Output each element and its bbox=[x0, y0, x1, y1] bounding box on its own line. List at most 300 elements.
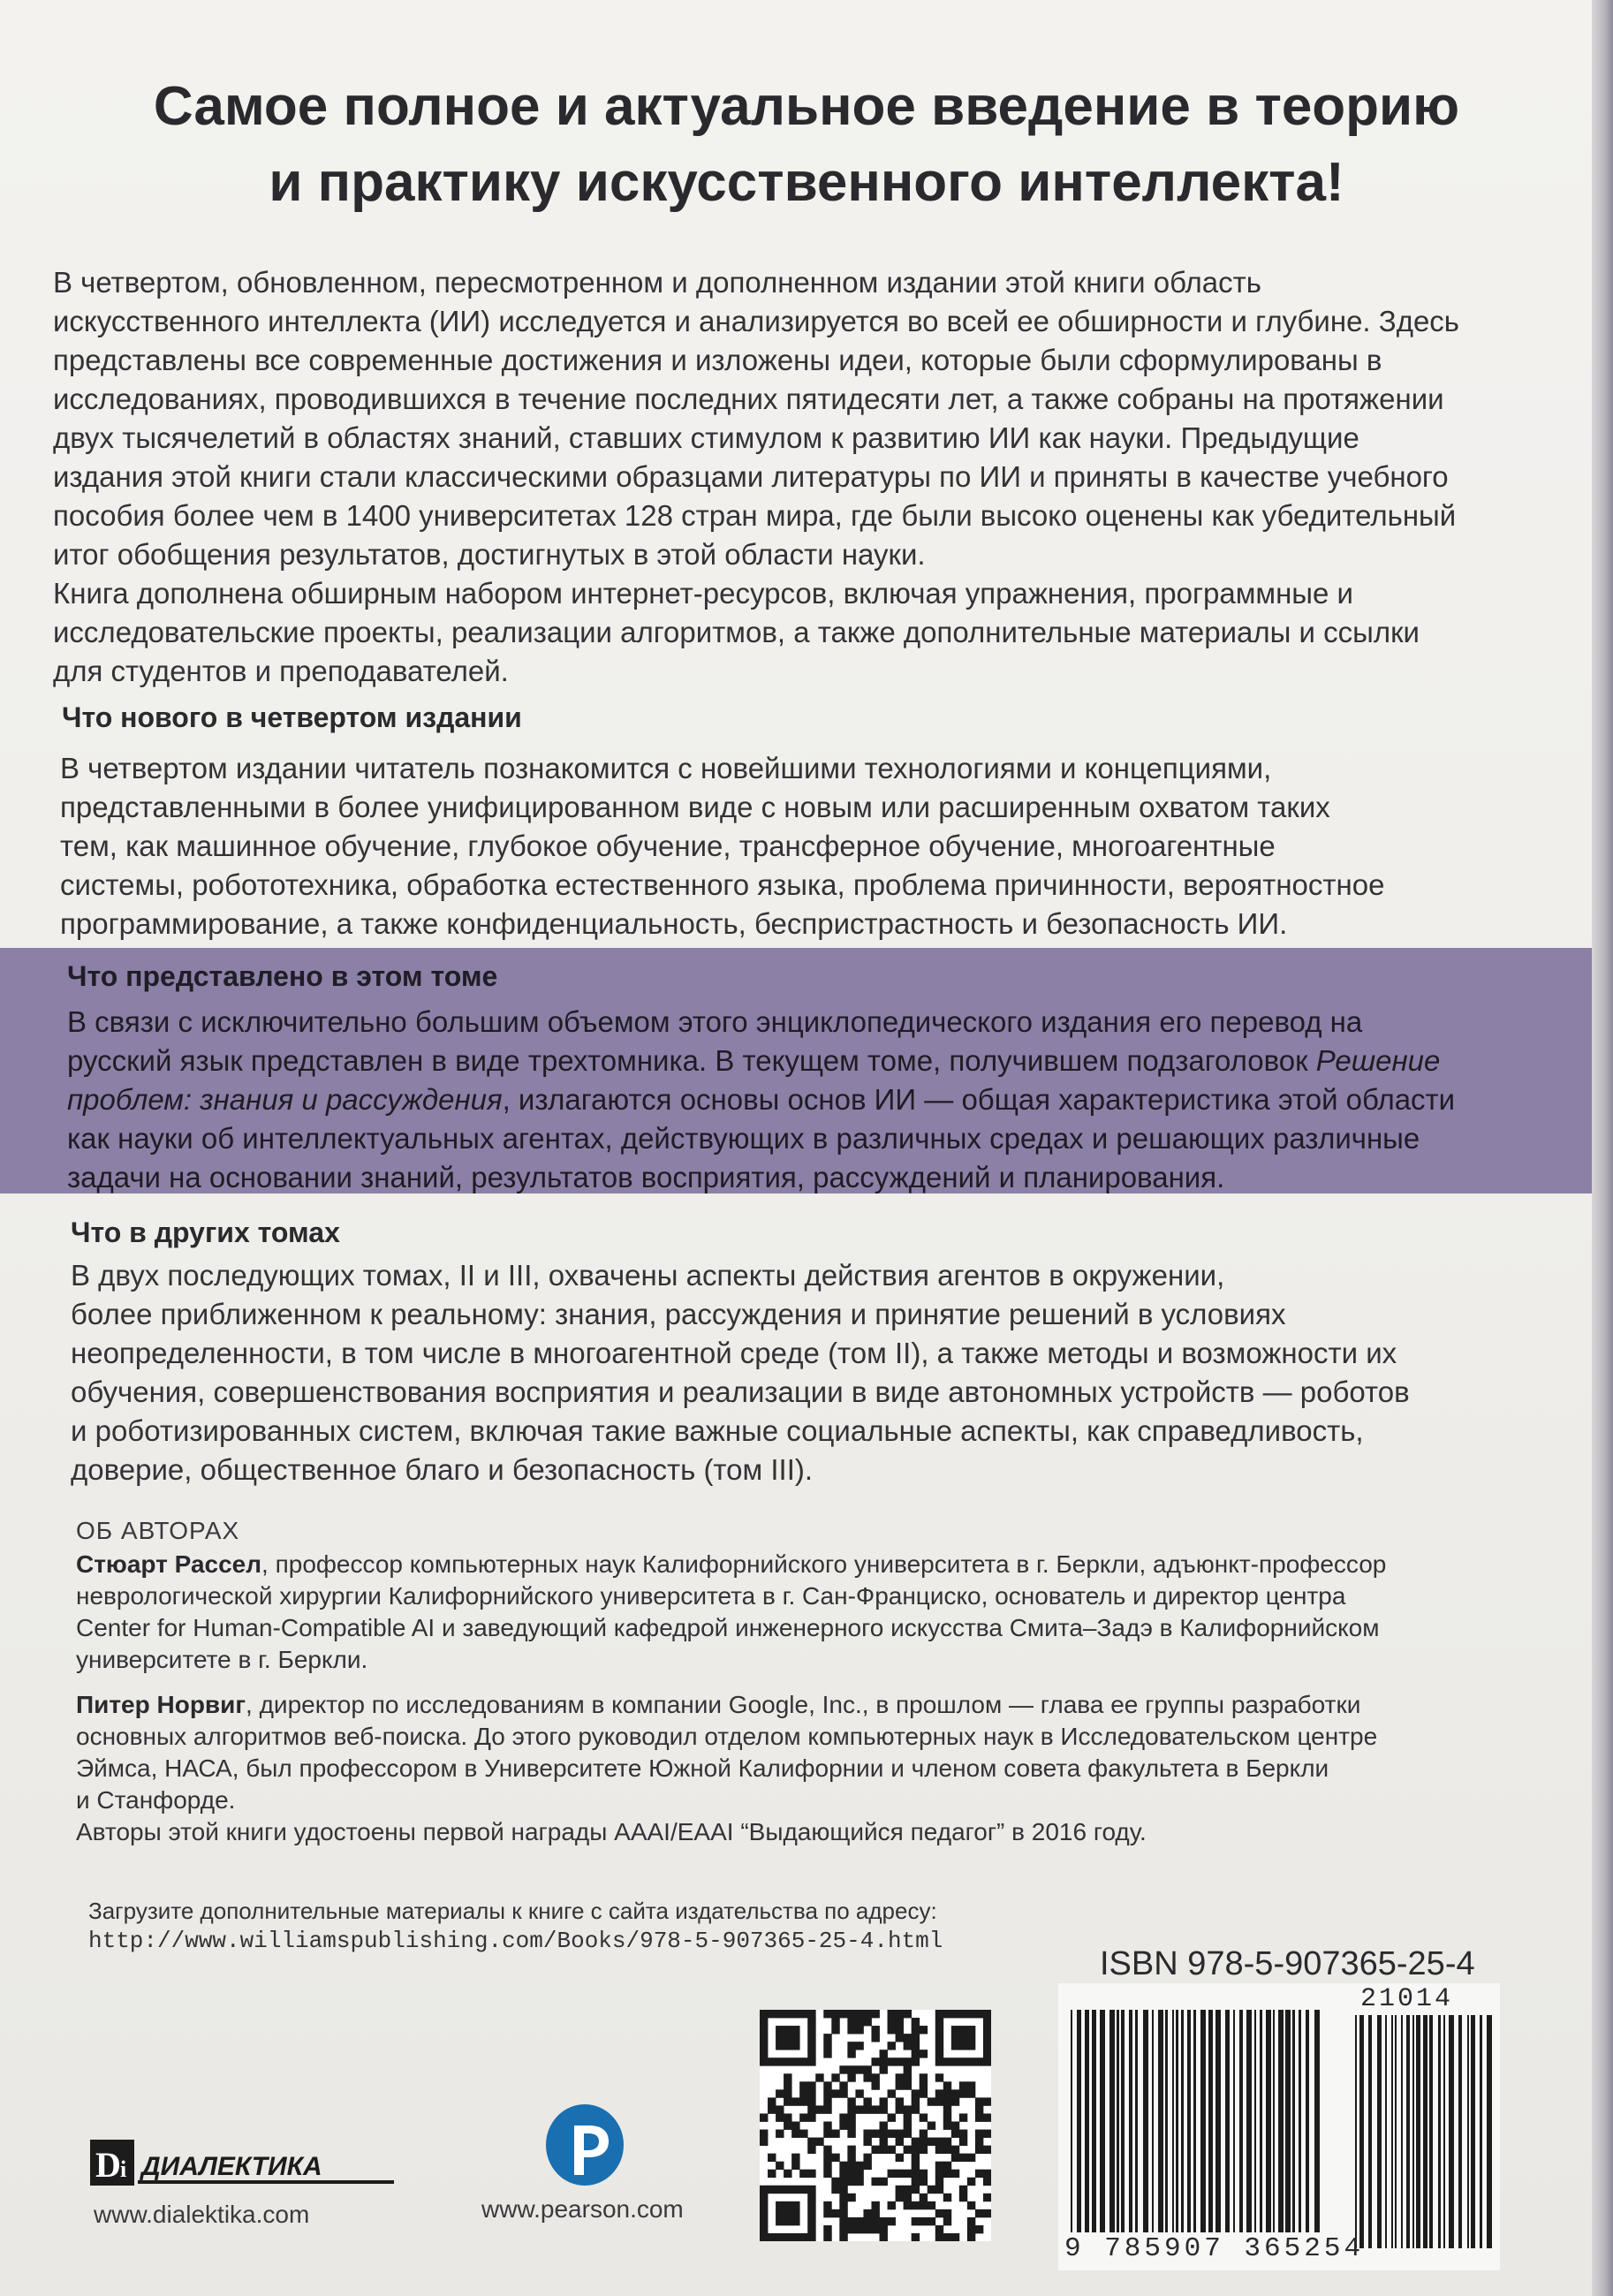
author-name: Питер Норвиг bbox=[76, 1691, 246, 1718]
qr-module bbox=[807, 2026, 815, 2034]
qr-module bbox=[871, 2105, 879, 2113]
qr-module bbox=[943, 2233, 951, 2241]
qr-module bbox=[831, 2089, 839, 2097]
qr-module bbox=[847, 2010, 855, 2018]
this-volume-paragraph bbox=[67, 1003, 1569, 1197]
qr-module bbox=[880, 2065, 888, 2073]
qr-module bbox=[807, 2050, 815, 2057]
qr-module bbox=[888, 2146, 896, 2154]
qr-module bbox=[831, 2178, 839, 2186]
qr-module bbox=[896, 2073, 904, 2081]
qr-module bbox=[904, 2010, 912, 2018]
qr-module bbox=[896, 2081, 904, 2089]
pearson-site[interactable]: www.pearson.com bbox=[481, 2195, 684, 2223]
barcode-bar bbox=[1368, 2015, 1372, 2248]
qr-module bbox=[855, 2178, 863, 2186]
text-line: доверие, общественное благо и безопасность (том III). bbox=[71, 1453, 814, 1486]
qr-module bbox=[799, 2130, 807, 2138]
text-fragment: русский язык представлен в виде трехтомника. В текущем томе, получившем подзаголовок bbox=[67, 1044, 1316, 1077]
barcode-bar bbox=[1385, 2015, 1387, 2248]
qr-module bbox=[807, 2146, 815, 2154]
qr-module bbox=[839, 2121, 847, 2129]
qr-module bbox=[904, 2105, 912, 2113]
qr-module bbox=[839, 2162, 847, 2170]
qr-module bbox=[823, 2034, 831, 2042]
pearson-logo bbox=[545, 2103, 625, 2200]
qr-module bbox=[823, 2146, 831, 2154]
text-line: В двух последующих томах, II и III, охвачены аспекты действия агентов в окружении, bbox=[71, 1259, 1225, 1292]
qr-module bbox=[760, 2026, 768, 2034]
subtitle-italic: Решение bbox=[1315, 1044, 1441, 1077]
qr-module bbox=[847, 2162, 855, 2170]
qr-module bbox=[847, 2097, 855, 2105]
barcode-bar bbox=[1449, 2015, 1454, 2248]
qr-module bbox=[871, 2057, 879, 2065]
qr-module bbox=[943, 2010, 951, 2018]
barcode-bar bbox=[1458, 2015, 1462, 2248]
qr-module bbox=[951, 2042, 959, 2050]
qr-module bbox=[768, 2010, 776, 2018]
barcode-bar bbox=[1260, 2010, 1262, 2232]
qr-module bbox=[760, 2057, 768, 2065]
qr-module bbox=[888, 2089, 896, 2097]
qr-module bbox=[935, 2010, 943, 2018]
qr-module bbox=[920, 2089, 928, 2097]
qr-module bbox=[935, 2146, 943, 2154]
qr-module bbox=[880, 2178, 888, 2186]
qr-module bbox=[880, 2130, 888, 2138]
qr-module bbox=[784, 2217, 791, 2225]
qr-module bbox=[935, 2042, 943, 2050]
qr-module bbox=[855, 2018, 863, 2026]
text-line: программирование, а также конфиденциальность, беспристрастность и безопасность ИИ. bbox=[60, 907, 1288, 940]
qr-module bbox=[784, 2081, 791, 2089]
qr-module bbox=[760, 2194, 768, 2201]
qr-module bbox=[888, 2201, 896, 2209]
qr-module bbox=[888, 2057, 896, 2065]
qr-module bbox=[871, 2026, 879, 2034]
qr-module bbox=[807, 2233, 815, 2241]
qr-module bbox=[760, 2138, 768, 2146]
qr-module bbox=[807, 2138, 815, 2146]
qr-module bbox=[951, 2010, 959, 2018]
qr-module bbox=[896, 2010, 904, 2018]
qr-module bbox=[823, 2162, 831, 2170]
qr-module bbox=[935, 2178, 943, 2186]
qr-module bbox=[791, 2217, 799, 2225]
qr-module bbox=[935, 2225, 943, 2233]
barcode-bar bbox=[1266, 2010, 1271, 2232]
barcode-bar bbox=[1429, 2015, 1433, 2248]
text-line: и роботизированных систем, включая такие важные социальные аспекты, как справедливость, bbox=[71, 1414, 1364, 1447]
qr-module bbox=[871, 2073, 879, 2081]
qr-module bbox=[912, 2018, 920, 2026]
text-fragment: , профессор компьютерных наук Калифорнийского университета в г. Беркли, адъюнкт-профессор bbox=[261, 1550, 1387, 1578]
qr-module bbox=[912, 2233, 920, 2241]
qr-module bbox=[871, 2081, 879, 2089]
barcode-bar bbox=[1359, 2015, 1364, 2248]
qr-module bbox=[799, 2097, 807, 2105]
qr-module bbox=[847, 2217, 855, 2225]
qr-module bbox=[831, 2018, 839, 2026]
qr-module bbox=[815, 2073, 823, 2081]
text-line: В связи с исключительно большим объемом этого энциклопедического издания его перевод на bbox=[67, 1005, 1363, 1038]
barcode-bar bbox=[1176, 2010, 1178, 2232]
qr-module bbox=[807, 2225, 815, 2233]
barcode-bar bbox=[1158, 2010, 1163, 2232]
qr-module bbox=[855, 2065, 863, 2073]
qr-module bbox=[807, 2113, 815, 2121]
qr-module bbox=[951, 2097, 959, 2105]
qr-module bbox=[871, 2178, 879, 2186]
qr-module bbox=[888, 2130, 896, 2138]
qr-module bbox=[959, 2186, 967, 2194]
barcode-bar bbox=[1401, 2015, 1403, 2248]
qr-module bbox=[791, 2057, 799, 2065]
qr-module bbox=[871, 2225, 879, 2233]
qr-module bbox=[920, 2026, 928, 2034]
barcode-bar bbox=[1416, 2015, 1420, 2248]
qr-module bbox=[880, 2121, 888, 2129]
qr-module bbox=[815, 2138, 823, 2146]
qr-module bbox=[943, 2194, 951, 2201]
qr-module bbox=[863, 2073, 871, 2081]
qr-module bbox=[823, 2042, 831, 2050]
qr-module bbox=[863, 2225, 871, 2233]
qr-module bbox=[831, 2130, 839, 2138]
qr-module bbox=[935, 2097, 943, 2105]
qr-module bbox=[760, 2113, 768, 2121]
qr-module bbox=[863, 2097, 871, 2105]
qr-module bbox=[768, 2154, 776, 2162]
barcode-area bbox=[1058, 1983, 1500, 2270]
qr-module bbox=[888, 2042, 896, 2050]
qr-module bbox=[855, 2089, 863, 2097]
qr-module bbox=[975, 2057, 983, 2065]
qr-module bbox=[928, 2217, 935, 2225]
qr-module bbox=[928, 2138, 935, 2146]
barcode-bar bbox=[1233, 2010, 1235, 2232]
qr-module bbox=[880, 2050, 888, 2057]
barcode-bar bbox=[1100, 2010, 1105, 2232]
qr-module bbox=[896, 2194, 904, 2201]
qr-module bbox=[920, 2178, 928, 2186]
qr-module bbox=[776, 2089, 784, 2097]
qr-module bbox=[847, 2225, 855, 2233]
qr-module bbox=[760, 2225, 768, 2233]
qr-module bbox=[896, 2170, 904, 2178]
qr-module bbox=[920, 2138, 928, 2146]
qr-module bbox=[943, 2057, 951, 2065]
qr-module bbox=[983, 2042, 991, 2050]
qr-module bbox=[823, 2050, 831, 2057]
barcode-bar bbox=[1278, 2010, 1284, 2232]
qr-module bbox=[912, 2026, 920, 2034]
qr-module bbox=[791, 2121, 799, 2129]
text-line: Center for Human-Compatible AI и заведующий кафедрой инженерного искусства Смита–Задэ в Калифорнийском bbox=[76, 1614, 1380, 1641]
qr-module bbox=[880, 2233, 888, 2241]
barcode-bar bbox=[1208, 2010, 1213, 2232]
qr-module bbox=[776, 2186, 784, 2194]
qr-module bbox=[959, 2138, 967, 2146]
qr-module bbox=[975, 2130, 983, 2138]
qr-module bbox=[776, 2010, 784, 2018]
qr-module bbox=[768, 2233, 776, 2241]
qr-module bbox=[791, 2201, 799, 2209]
qr-module bbox=[967, 2201, 975, 2209]
text-line: задачи на основании знаний, результатов восприятия, рассуждений и планирования. bbox=[67, 1161, 1225, 1193]
text-line: Книга дополнена обширным набором интернет-ресурсов, включая упражнения, программные и bbox=[53, 577, 1353, 610]
qr-module bbox=[776, 2042, 784, 2050]
text-line: искусственного интеллекта (ИИ) исследуется и анализируется во всей ее обширности и глубине. Здесь bbox=[53, 305, 1459, 337]
qr-module bbox=[983, 2170, 991, 2178]
qr-module bbox=[807, 2186, 815, 2194]
qr-module bbox=[975, 2010, 983, 2018]
qr-module bbox=[839, 2194, 847, 2201]
qr-module bbox=[807, 2018, 815, 2026]
barcode-bar bbox=[1377, 2015, 1382, 2248]
qr-module bbox=[863, 2065, 871, 2073]
qr-module bbox=[871, 2146, 879, 2154]
qr-module bbox=[983, 2034, 991, 2042]
qr-module bbox=[799, 2010, 807, 2018]
download-url[interactable]: http://www.williamspublishing.com/Books/978-5-907365-25-4.html bbox=[88, 1928, 943, 1954]
qr-module bbox=[799, 2113, 807, 2121]
qr-module bbox=[912, 2105, 920, 2113]
qr-module bbox=[776, 2105, 784, 2113]
qr-module bbox=[920, 2050, 928, 2057]
other-volumes-paragraph bbox=[71, 1256, 1590, 1489]
qr-module bbox=[855, 2010, 863, 2018]
qr-module bbox=[807, 2081, 815, 2089]
barcode-bar bbox=[1193, 2010, 1196, 2232]
qr-module bbox=[880, 2138, 888, 2146]
barcode-bar bbox=[1225, 2010, 1230, 2232]
qr-module bbox=[975, 2113, 983, 2121]
qr-module bbox=[791, 2010, 799, 2018]
barcode-bar bbox=[1077, 2010, 1081, 2232]
barcode-bar bbox=[1215, 2010, 1221, 2232]
qr-module bbox=[928, 2186, 935, 2194]
qr-code[interactable] bbox=[760, 2010, 991, 2241]
text-line: двух тысячелетий в областях знаний, ставших стимулом к развитию ИИ как науки. Предыдущие bbox=[53, 421, 1359, 454]
qr-module bbox=[983, 2097, 991, 2105]
qr-module bbox=[943, 2138, 951, 2146]
barcode-bar bbox=[1306, 2010, 1309, 2232]
qr-module bbox=[975, 2170, 983, 2178]
qr-module bbox=[847, 2130, 855, 2138]
qr-module bbox=[871, 2010, 879, 2018]
qr-module bbox=[799, 2233, 807, 2241]
text-line: итог обобщения результатов, достигнутых в этой области науки. bbox=[53, 538, 926, 571]
qr-module bbox=[807, 2217, 815, 2225]
qr-module bbox=[951, 2233, 959, 2241]
qr-module bbox=[943, 2217, 951, 2225]
qr-module bbox=[791, 2130, 799, 2138]
qr-module bbox=[807, 2057, 815, 2065]
qr-module bbox=[855, 2042, 863, 2050]
qr-module bbox=[983, 2146, 991, 2154]
qr-module bbox=[896, 2026, 904, 2034]
qr-module bbox=[839, 2209, 847, 2217]
text-line: представлены все современные достижения и изложены идеи, которые были сформулированы в bbox=[53, 344, 1382, 376]
qr-module bbox=[912, 2146, 920, 2154]
qr-module bbox=[888, 2170, 896, 2178]
qr-module bbox=[904, 2130, 912, 2138]
qr-module bbox=[863, 2105, 871, 2113]
qr-module bbox=[807, 2010, 815, 2018]
qr-module bbox=[863, 2138, 871, 2146]
barcode-ean-number: 9 785907 365254 bbox=[1064, 2233, 1365, 2264]
qr-module bbox=[839, 2233, 847, 2241]
qr-module bbox=[912, 2178, 920, 2186]
barcode-bar bbox=[1467, 2015, 1469, 2248]
qr-module bbox=[904, 2186, 912, 2194]
qr-module bbox=[847, 2042, 855, 2050]
qr-module bbox=[896, 2154, 904, 2162]
dialektika-site[interactable]: www.dialektika.com bbox=[94, 2201, 310, 2228]
qr-module bbox=[776, 2057, 784, 2065]
qr-module bbox=[847, 2018, 855, 2026]
qr-module bbox=[983, 2018, 991, 2026]
barcode-bar bbox=[1438, 2015, 1441, 2248]
text-line: более приближенном к реальному: знания, рассуждения и принятие решений в условиях bbox=[71, 1298, 1286, 1330]
qr-module bbox=[847, 2105, 855, 2113]
qr-module bbox=[784, 2121, 791, 2129]
qr-module bbox=[943, 2113, 951, 2121]
barcode-bar bbox=[1285, 2010, 1291, 2232]
qr-module bbox=[959, 2042, 967, 2050]
text-line: неопределенности, в том числе в многоагентной среде (том II), а также методы и возможности их bbox=[71, 1337, 1397, 1369]
svg-text:D: D bbox=[95, 2145, 121, 2185]
qr-module bbox=[768, 2170, 776, 2178]
qr-module bbox=[760, 2233, 768, 2241]
authors-label: ОБ АВТОРАХ bbox=[76, 1517, 240, 1544]
qr-module bbox=[983, 2209, 991, 2217]
qr-module bbox=[959, 2130, 967, 2138]
qr-module bbox=[839, 2217, 847, 2225]
qr-module bbox=[760, 2018, 768, 2026]
qr-module bbox=[847, 2121, 855, 2129]
section-heading-new-edition: Что нового в четвертом издании bbox=[62, 701, 522, 733]
qr-module bbox=[839, 2081, 847, 2089]
qr-module bbox=[888, 2217, 896, 2225]
qr-module bbox=[776, 2130, 784, 2138]
qr-module bbox=[784, 2073, 791, 2081]
qr-module bbox=[880, 2217, 888, 2225]
text-line: системы, робототехника, обработка естественного языка, проблема причинности, вероятностное bbox=[60, 868, 1385, 901]
barcode-bar bbox=[1443, 2015, 1445, 2248]
qr-module bbox=[784, 2034, 791, 2042]
qr-module bbox=[760, 2201, 768, 2209]
qr-module bbox=[920, 2217, 928, 2225]
qr-module bbox=[791, 2186, 799, 2194]
new-edition-paragraph bbox=[60, 749, 1579, 943]
qr-module bbox=[776, 2217, 784, 2225]
qr-module bbox=[951, 2089, 959, 2097]
qr-module bbox=[847, 2194, 855, 2201]
qr-module bbox=[943, 2121, 951, 2129]
qr-module bbox=[823, 2209, 831, 2217]
qr-module bbox=[920, 2130, 928, 2138]
qr-module bbox=[799, 2089, 807, 2097]
qr-module bbox=[784, 2209, 791, 2217]
qr-module bbox=[839, 2225, 847, 2233]
text-line: основных алгоритмов веб-поиска. До этого руководил отделом компьютерных наук в Исследовательском центре bbox=[76, 1723, 1378, 1750]
text-line: тем, как машинное обучение, глубокое обучение, трансферное обучение, многоагентные bbox=[60, 830, 1276, 862]
qr-module bbox=[896, 2034, 904, 2042]
qr-module bbox=[967, 2010, 975, 2018]
qr-module bbox=[863, 2010, 871, 2018]
qr-module bbox=[807, 2097, 815, 2105]
award-line: Авторы этой книги удостоены первой награды AAAI/EAAI “Выдающийся педагог” в 2016 году. bbox=[76, 1818, 1147, 1845]
qr-module bbox=[888, 2010, 896, 2018]
qr-module bbox=[967, 2042, 975, 2050]
qr-module bbox=[951, 2146, 959, 2154]
text-line: В четвертом издании читатель познакомится с новейшими технологиями и концепциями, bbox=[60, 752, 1272, 784]
qr-module bbox=[823, 2170, 831, 2178]
qr-module bbox=[776, 2209, 784, 2217]
qr-module bbox=[943, 2105, 951, 2113]
qr-module bbox=[896, 2097, 904, 2105]
qr-module bbox=[904, 2113, 912, 2121]
qr-module bbox=[935, 2170, 943, 2178]
qr-module bbox=[959, 2081, 967, 2089]
qr-module bbox=[784, 2042, 791, 2050]
qr-module bbox=[904, 2081, 912, 2089]
qr-module bbox=[776, 2034, 784, 2042]
qr-module bbox=[863, 2018, 871, 2026]
qr-module bbox=[871, 2217, 879, 2225]
qr-module bbox=[920, 2194, 928, 2201]
qr-module bbox=[983, 2178, 991, 2186]
qr-module bbox=[855, 2225, 863, 2233]
qr-module bbox=[823, 2105, 831, 2113]
barcode-bar bbox=[1085, 2010, 1089, 2232]
qr-module bbox=[935, 2209, 943, 2217]
this-volume-band bbox=[0, 948, 1592, 1193]
qr-module bbox=[791, 2209, 799, 2217]
qr-module bbox=[880, 2146, 888, 2154]
qr-module bbox=[823, 2130, 831, 2138]
qr-module bbox=[839, 2010, 847, 2018]
barcode-bar bbox=[1129, 2010, 1132, 2232]
qr-module bbox=[912, 2097, 920, 2105]
qr-module bbox=[823, 2233, 831, 2241]
qr-module bbox=[807, 2089, 815, 2097]
barcode-bar bbox=[1292, 2010, 1295, 2232]
qr-module bbox=[951, 2154, 959, 2162]
qr-module bbox=[951, 2057, 959, 2065]
barcode-bar bbox=[1200, 2010, 1206, 2232]
barcode-bar bbox=[1172, 2010, 1174, 2232]
qr-module bbox=[904, 2194, 912, 2201]
qr-module bbox=[967, 2225, 975, 2233]
barcode-bar bbox=[1423, 2015, 1427, 2248]
qr-module bbox=[967, 2217, 975, 2225]
qr-module bbox=[959, 2113, 967, 2121]
qr-module bbox=[791, 2026, 799, 2034]
qr-module bbox=[896, 2186, 904, 2194]
qr-module bbox=[760, 2186, 768, 2194]
headline-line: Самое полное и актуальное введение в теорию bbox=[153, 76, 1460, 137]
barcode-bar bbox=[1391, 2015, 1393, 2248]
text-line bbox=[67, 1080, 1569, 1119]
qr-module bbox=[791, 2154, 799, 2162]
qr-module bbox=[935, 2050, 943, 2057]
qr-module bbox=[920, 2201, 928, 2209]
qr-module bbox=[823, 2225, 831, 2233]
